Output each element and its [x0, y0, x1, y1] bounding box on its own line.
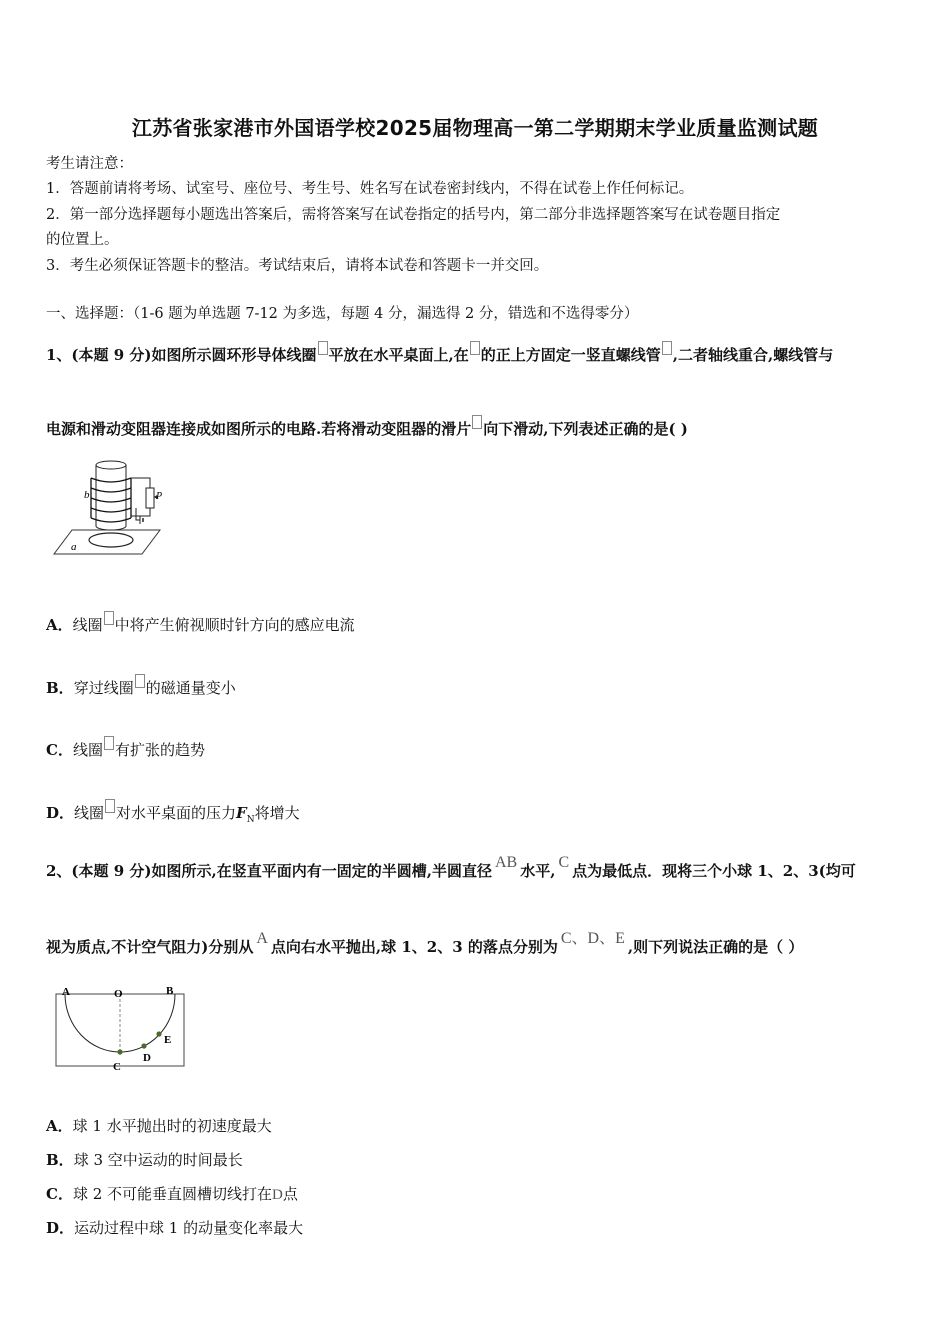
label-A: A	[62, 986, 70, 998]
q2-option-a[interactable]: A．球 1 水平抛出时的初速度最大	[46, 1117, 272, 1135]
semicircle-groove	[65, 994, 175, 1052]
q1-option-d[interactable]: D．线圈 对水平桌面的压力$F_N$将增大	[46, 799, 300, 825]
missing-glyph-icon	[662, 341, 672, 355]
q2-option-d[interactable]: D．运动过程中球 1 的动量变化率最大	[46, 1219, 304, 1237]
section-heading: 一、选择题：（1-6 题为单选题 7-12 为多选，每题 4 分，漏选得 2 分，错选和不选得零分）	[46, 306, 639, 322]
notice-item-2: 2．第一部分选择题每小题选出答案后，需将答案写在试卷指定的括号内，第二部分非选择题答案写在试卷题目指定	[46, 207, 781, 223]
solenoid-windings	[91, 478, 131, 522]
label-B: B	[166, 985, 174, 997]
notice-item-1: 1．答题前请将考场、试室号、座位号、考生号、姓名写在试卷密封线内，不得在试卷上作任何标记。	[46, 181, 694, 197]
q1-figure-solenoid	[50, 458, 165, 560]
q1-option-b[interactable]: B．穿过线圈 的磁通量变小	[46, 674, 236, 698]
solenoid-top	[96, 461, 126, 469]
q2-stem-line1: 2、(本题 9 分)如图所示,在竖直平面内有一固定的半圆槽,半圆直径 AB 水平, C 点为最低点．现将三个小球 1、2、3(均可	[46, 854, 856, 880]
q2-option-b[interactable]: B．球 3 空中运动的时间最长	[46, 1151, 243, 1169]
label-E: E	[164, 1034, 172, 1046]
label-b: b	[84, 489, 90, 501]
q1-option-a[interactable]: A．线圈 中将产生俯视顺时针方向的感应电流	[46, 611, 355, 635]
notice-item-3: 3．考生必须保证答题卡的整洁。考试结束后，请将本试卷和答题卡一并交回。	[46, 258, 549, 274]
notice-item-2-cont: 的位置上。	[46, 232, 119, 248]
q1-stem-line1: 1、(本题 9 分)如图所示圆环形导体线圈 平放在水平桌面上,在 的正上方固定一竖直螺线管 ,二者轴线重合,螺线管与	[46, 341, 833, 365]
label-a: a	[71, 541, 77, 553]
missing-glyph-icon	[135, 674, 145, 688]
rheostat	[146, 488, 154, 508]
point-d	[141, 1043, 146, 1048]
q1-option-c[interactable]: C．线圈 有扩张的趋势	[46, 736, 205, 760]
label-O: O	[114, 988, 123, 1000]
notice-heading: 考生请注意：	[46, 156, 133, 172]
q1-stem-line2: 电源和滑动变阻器连接成如图所示的电路.若将滑动变阻器的滑片 向下滑动,下列表述正确的是( )	[46, 415, 688, 439]
q2-option-c[interactable]: C．球 2 不可能垂直圆槽切线打在D点	[46, 1185, 298, 1203]
page-title: 江苏省张家港市外国语学校2025届物理高一第二学期期末学业质量监测试题	[131, 116, 819, 140]
ring-coil-a	[89, 533, 133, 547]
missing-glyph-icon	[472, 415, 482, 429]
missing-glyph-icon	[318, 341, 328, 355]
missing-glyph-icon	[470, 341, 480, 355]
missing-glyph-icon	[105, 799, 115, 813]
label-D: D	[143, 1052, 151, 1064]
point-e	[156, 1031, 161, 1036]
missing-glyph-icon	[104, 611, 114, 625]
label-p: P	[156, 491, 163, 502]
q2-figure-semicircle	[52, 982, 192, 1074]
label-C: C	[113, 1061, 121, 1073]
missing-glyph-icon	[104, 736, 114, 750]
point-c	[117, 1049, 122, 1054]
q2-stem-line2: 视为质点,不计空气阻力)分别从 A 点向右水平抛出,球 1、2、3 的落点分别为 C、D、E ,则下列说法正确的是（ ）	[46, 930, 804, 956]
